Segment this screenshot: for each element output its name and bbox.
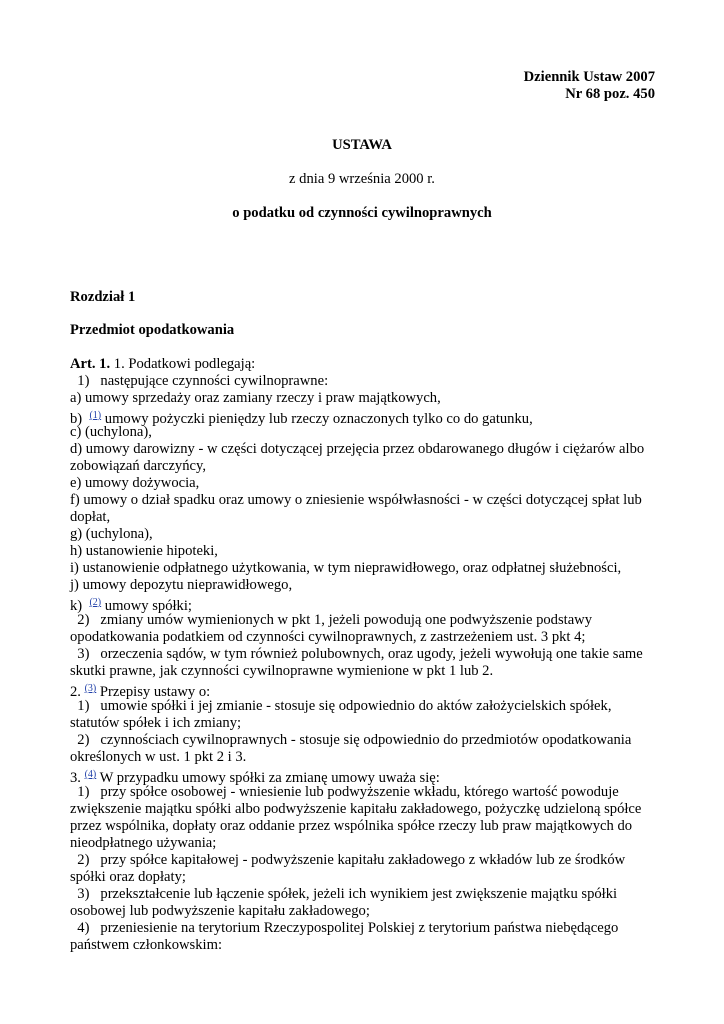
- chapter-label: Rozdział 1: [70, 289, 136, 305]
- footnote-link-2[interactable]: (2): [89, 597, 102, 608]
- item-j: j) umowy depozytu nieprawidłowego,: [70, 577, 293, 593]
- section-3-point-2-line2: spółki oraz dopłaty;: [70, 869, 186, 885]
- act-subject: o podatku od czynności cywilnoprawnych: [232, 205, 492, 221]
- section-2-point-1-line1: 1) umowie spółki i jej zmianie - stosuje się odpowiednio do aktów założycielskich spółek,: [70, 698, 612, 714]
- item-a: a) umowy sprzedaży oraz zamiany rzeczy i praw majątkowych,: [70, 390, 441, 406]
- section-3-point-3-line2: osobowej lub podwyższenie kapitału zakładowego;: [70, 903, 370, 919]
- item-d-line1: d) umowy darowizny - w części dotyczącej przejęcia przez obdarowanego długów i ciężarów albo: [70, 441, 645, 457]
- item-b-text: umowy pożyczki pieniędzy lub rzeczy oznaczonych tylko co do gatunku,: [101, 411, 533, 427]
- section-3-prefix: 3.: [70, 770, 85, 786]
- article-label: Art. 1.: [70, 356, 111, 372]
- point-3-line1: 3) orzeczenia sądów, w tym również polubownych, oraz ugody, jeżeli wywołują one takie same: [70, 646, 643, 662]
- section-3-point-1-line3: przez wspólnika, dopłaty oraz oddanie przez wspólnika spółce rzeczy lub praw majątkowych do: [70, 818, 633, 834]
- chapter-name: Przedmiot opodatkowania: [70, 322, 235, 338]
- section-3-point-1-line1: 1) przy spółce osobowej - wniesienie lub podwyższenie wkładu, którego wartość powoduje: [70, 784, 619, 800]
- section-3-point-3-line1: 3) przekształcenie lub łączenie spółek, jeżeli ich wynikiem jest zwiększenie majątku spółki: [70, 886, 618, 902]
- section-2-point-2-line1: 2) czynnościach cywilnoprawnych - stosuje się odpowiednio do przedmiotów opodatkowania: [70, 732, 632, 748]
- section-2-point-1-line2: statutów spółek i ich zmiany;: [70, 715, 242, 731]
- item-b-prefix: b): [70, 411, 90, 427]
- section-3-point-1-line4: nieodpłatnego używania;: [70, 835, 217, 851]
- footnote-link-4[interactable]: (4): [84, 769, 97, 780]
- section-3-point-1-line2: zwiększenie majątku spółki albo podwyższenie kapitału zakładowego, pożyczkę udzieloną spółce: [70, 801, 642, 817]
- section-3-point-2-line1: 2) przy spółce kapitałowej - podwyższenie kapitału zakładowego z wkładów lub ze środków: [70, 852, 626, 868]
- item-c: c) (uchylona),: [70, 424, 152, 440]
- item-i: i) ustanowienie odpłatnego użytkowania, w tym nieprawidłowego, oraz odpłatnej służebności,: [70, 560, 622, 576]
- article-intro: 1. Podatkowi podlegają:: [110, 356, 256, 372]
- item-h: h) ustanowienie hipoteki,: [70, 543, 218, 559]
- footnote-link-1[interactable]: (1): [89, 410, 102, 421]
- item-d-line2: zobowiązań darczyńcy,: [70, 458, 206, 474]
- point-2-line1: 2) zmiany umów wymienionych w pkt 1, jeżeli powodują one podwyższenie podstawy: [70, 612, 593, 628]
- section-2-point-2-line2: określonych w ust. 1 pkt 2 i 3.: [70, 749, 247, 765]
- act-date: z dnia 9 września 2000 r.: [289, 171, 435, 187]
- item-k-text: umowy spółki;: [101, 598, 192, 614]
- item-f-line1: f) umowy o dział spadku oraz umowy o zniesienie współwłasności - w części dotyczącej spłat lub: [70, 492, 642, 508]
- point-3-line2: skutki prawne, jak czynności cywilnoprawne wymienione w pkt 1 lub 2.: [70, 663, 494, 679]
- point-1-intro: 1) następujące czynności cywilnoprawne:: [70, 373, 329, 389]
- section-3-text: W przypadku umowy spółki za zmianę umowy uważa się:: [96, 770, 440, 786]
- item-f-line2: dopłat,: [70, 509, 111, 525]
- item-g: g) (uchylona),: [70, 526, 153, 542]
- section-3-point-4-line2: państwem członkowskim:: [70, 937, 222, 953]
- item-e: e) umowy dożywocia,: [70, 475, 200, 491]
- section-2-text: Przepisy ustawy o:: [96, 684, 211, 700]
- journal-issue: Nr 68 poz. 450: [565, 86, 655, 102]
- footnote-link-3[interactable]: (3): [84, 683, 97, 694]
- point-2-line2: opodatkowania podatkiem od czynności cywilnoprawnych, z zastrzeżeniem ust. 3 pkt 4;: [70, 629, 586, 645]
- section-2-prefix: 2.: [70, 684, 85, 700]
- item-k-prefix: k): [70, 598, 90, 614]
- section-3-point-4-line1: 4) przeniesienie na terytorium Rzeczypospolitej Polskiej z terytorium państwa niebędącego: [70, 920, 619, 936]
- journal-title: Dziennik Ustaw 2007: [523, 69, 655, 85]
- article-1-heading: [70, 356, 255, 373]
- act-title: USTAWA: [332, 137, 392, 153]
